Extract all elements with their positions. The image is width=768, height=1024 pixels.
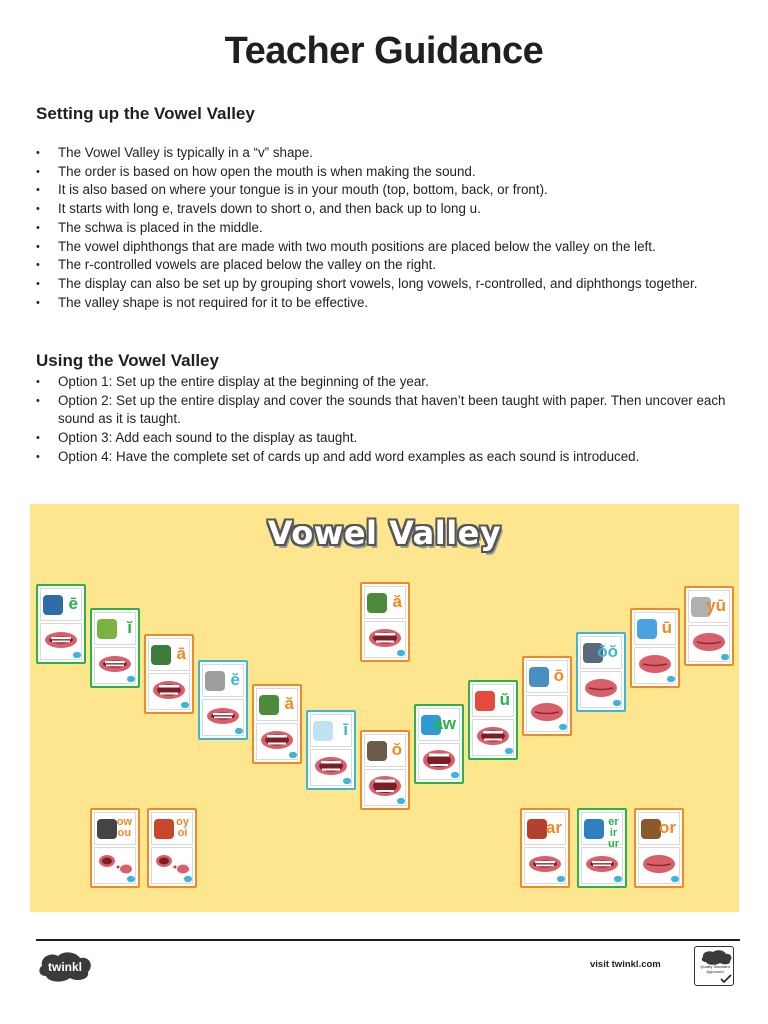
- cow-icon: [97, 819, 117, 839]
- vowel-card: [306, 710, 356, 790]
- badge-text: Quality Standard Approved: [700, 964, 730, 974]
- mouth-icon: [421, 749, 457, 771]
- card-picture-panel: [634, 612, 676, 645]
- setup-heading: Setting up the Vowel Valley: [36, 104, 255, 123]
- card-sound-label: ĭ: [127, 618, 132, 637]
- list-item: • The Vowel Valley is typically in a “v” shape.: [36, 144, 741, 163]
- list-item: • The r-controlled vowels are placed below the valley on the right.: [36, 256, 741, 275]
- card-picture-panel: [310, 714, 352, 747]
- mouth-icon: [641, 853, 677, 875]
- setup-list: [36, 144, 741, 312]
- icicle-icon: [313, 721, 333, 741]
- vowel-card: [522, 656, 572, 736]
- card-logo-icon: [721, 654, 729, 660]
- check-icon: [720, 974, 732, 984]
- card-sound-label: or: [659, 818, 676, 837]
- card-picture-panel: [94, 612, 136, 645]
- card-logo-icon: [184, 876, 192, 882]
- bird-icon: [584, 819, 604, 839]
- using-heading: Using the Vowel Valley: [36, 351, 219, 370]
- card-logo-icon: [667, 676, 675, 682]
- card-picture-panel: [202, 664, 244, 697]
- mouth-icon: [259, 729, 295, 751]
- ostrich-icon: [367, 741, 387, 761]
- alligator-icon: [367, 593, 387, 613]
- card-logo-icon: [343, 778, 351, 784]
- quality-badge: [694, 946, 734, 986]
- barn-icon: [527, 819, 547, 839]
- card-logo-icon: [557, 876, 565, 882]
- card-picture-panel: [580, 636, 622, 669]
- list-item: • Option 1: Set up the entire display at the beginning of the year.: [36, 373, 741, 392]
- mouth-icon: [584, 853, 620, 875]
- mouth-icon: [97, 653, 133, 675]
- visit-link[interactable]: visit twinkl.com: [590, 959, 661, 970]
- list-item: • The vowel diphthongs that are made with two mouth positions are placed below the valley on the left.: [36, 238, 741, 257]
- vowel-card: [252, 684, 302, 764]
- vowel-card: [90, 608, 140, 688]
- card-logo-icon: [127, 676, 135, 682]
- card-logo-icon: [181, 702, 189, 708]
- card-sound-label: ĕ: [230, 670, 240, 689]
- vowel-valley-title: Vowel Valley: [267, 514, 502, 552]
- card-sound-label: [117, 817, 132, 839]
- card-picture-panel: [364, 734, 406, 767]
- card-sound-label: ŭ: [499, 690, 510, 709]
- ocean-icon: [529, 667, 549, 687]
- card-logo-icon: [397, 798, 405, 804]
- card-sound-label: [176, 817, 189, 839]
- card-picture-panel: [418, 708, 460, 741]
- vowel-card: [520, 808, 570, 888]
- vowel-card: [684, 586, 734, 666]
- card-sound-part: oi: [177, 827, 188, 839]
- vowel-card: [468, 680, 518, 760]
- card-logo-icon: [505, 748, 513, 754]
- apron-icon: [151, 645, 171, 665]
- card-logo-icon: [235, 728, 243, 734]
- card-sound-label: aw: [433, 714, 456, 733]
- mouth-icon: [637, 653, 673, 675]
- vowel-valley-poster: [30, 504, 739, 912]
- mouth-icon: [529, 701, 565, 723]
- mouth-icon: [583, 677, 619, 699]
- card-sound-label: ī: [343, 720, 348, 739]
- glue-icon: [637, 619, 657, 639]
- list-item: • Option 2: Set up the entire display and cover the sounds that haven’t been taught with paper. Then uncover each sound as it is taught.: [36, 392, 741, 429]
- card-sound-label: ŏŏ: [597, 642, 618, 661]
- card-picture-panel: [526, 660, 568, 693]
- card-sound-part: ir: [609, 827, 618, 839]
- vowel-card: [198, 660, 248, 740]
- list-item: • It starts with long e, travels down to short o, and then back up to long u.: [36, 200, 741, 219]
- vowel-card: [36, 584, 86, 664]
- card-logo-icon: [451, 772, 459, 778]
- umbrella-icon: [475, 691, 495, 711]
- vowel-card: [147, 808, 197, 888]
- vowel-card: [360, 582, 410, 662]
- vowel-card: [414, 704, 464, 784]
- card-picture-panel: [40, 588, 82, 621]
- using-list: [36, 373, 741, 467]
- card-logo-icon: [559, 724, 567, 730]
- card-sound-label: ū: [661, 618, 672, 637]
- list-item: • Option 3: Add each sound to the display as taught.: [36, 429, 741, 448]
- card-sound-part: ou: [117, 827, 132, 839]
- mouth-icon: [691, 631, 727, 653]
- vowel-card: [576, 632, 626, 712]
- card-sound-part: ow: [116, 816, 132, 828]
- card-sound-part: ur: [608, 838, 619, 850]
- mouth-icon: [367, 627, 403, 649]
- list-item: • The order is based on how open the mouth is when making the sound.: [36, 163, 741, 182]
- seal-icon: [43, 595, 63, 615]
- card-picture-panel: [688, 590, 730, 623]
- alligator-icon: [259, 695, 279, 715]
- card-logo-icon: [614, 876, 622, 882]
- card-logo-icon: [73, 652, 81, 658]
- page-title: Teacher Guidance: [224, 30, 544, 72]
- footer-divider: [36, 939, 740, 941]
- vowel-card: [630, 608, 680, 688]
- card-picture-panel: [472, 684, 514, 717]
- card-logo-icon: [397, 650, 405, 656]
- mouth-icon: [97, 853, 133, 875]
- card-logo-icon: [289, 752, 297, 758]
- card-sound-label: yū: [706, 596, 726, 615]
- vowel-card: [360, 730, 410, 810]
- card-picture-panel: [94, 812, 136, 845]
- card-picture-panel: [364, 586, 406, 619]
- card-picture-panel: [151, 812, 193, 845]
- vowel-card: [634, 808, 684, 888]
- mouth-icon: [313, 755, 349, 777]
- elephant-icon: [205, 671, 225, 691]
- vowel-card: [577, 808, 627, 888]
- card-sound-label: ē: [68, 594, 78, 613]
- card-sound-label: ā: [176, 644, 186, 663]
- card-sound-part: oy: [176, 816, 189, 828]
- card-picture-panel: [148, 638, 190, 671]
- card-sound-label: ŏ: [391, 740, 402, 759]
- mouth-icon: [367, 775, 403, 797]
- vowel-card: [90, 808, 140, 888]
- mouth-icon: [205, 705, 241, 727]
- vowel-card: [144, 634, 194, 714]
- card-picture-panel: [638, 812, 680, 845]
- twinkl-logo[interactable]: [36, 950, 94, 982]
- card-picture-panel: [524, 812, 566, 845]
- twinkl-logo-text: twinkl: [47, 960, 83, 974]
- card-sound-label: [608, 817, 619, 850]
- mouth-icon: [151, 679, 187, 701]
- list-item: • The schwa is placed in the middle.: [36, 219, 741, 238]
- mouth-icon: [154, 853, 190, 875]
- list-item: • The display can also be set up by grouping short vowels, long vowels, r-controlled, and diphthongs together.: [36, 275, 741, 294]
- mouth-icon: [43, 629, 79, 651]
- card-sound-label: ō: [553, 666, 564, 685]
- horse-icon: [641, 819, 661, 839]
- card-logo-icon: [671, 876, 679, 882]
- card-sound-label: ă: [284, 694, 294, 713]
- list-item: • Option 4: Have the complete set of cards up and add word examples as each sound is introduced.: [36, 448, 741, 467]
- mouth-icon: [475, 725, 511, 747]
- card-picture-panel: [581, 812, 623, 850]
- list-item: • The valley shape is not required for it to be effective.: [36, 294, 741, 313]
- card-sound-part: er: [608, 816, 619, 828]
- badge-logo-icon: [695, 949, 735, 965]
- boy-icon: [154, 819, 174, 839]
- mouth-icon: [527, 853, 563, 875]
- card-logo-icon: [613, 700, 621, 706]
- card-picture-panel: [256, 688, 298, 721]
- card-logo-icon: [127, 876, 135, 882]
- list-item: • It is also based on where your tongue is in your mouth (top, bottom, back, or front).: [36, 181, 741, 200]
- insect-icon: [97, 619, 117, 639]
- card-sound-label: ar: [545, 818, 562, 837]
- card-sound-label: ă: [392, 592, 402, 611]
